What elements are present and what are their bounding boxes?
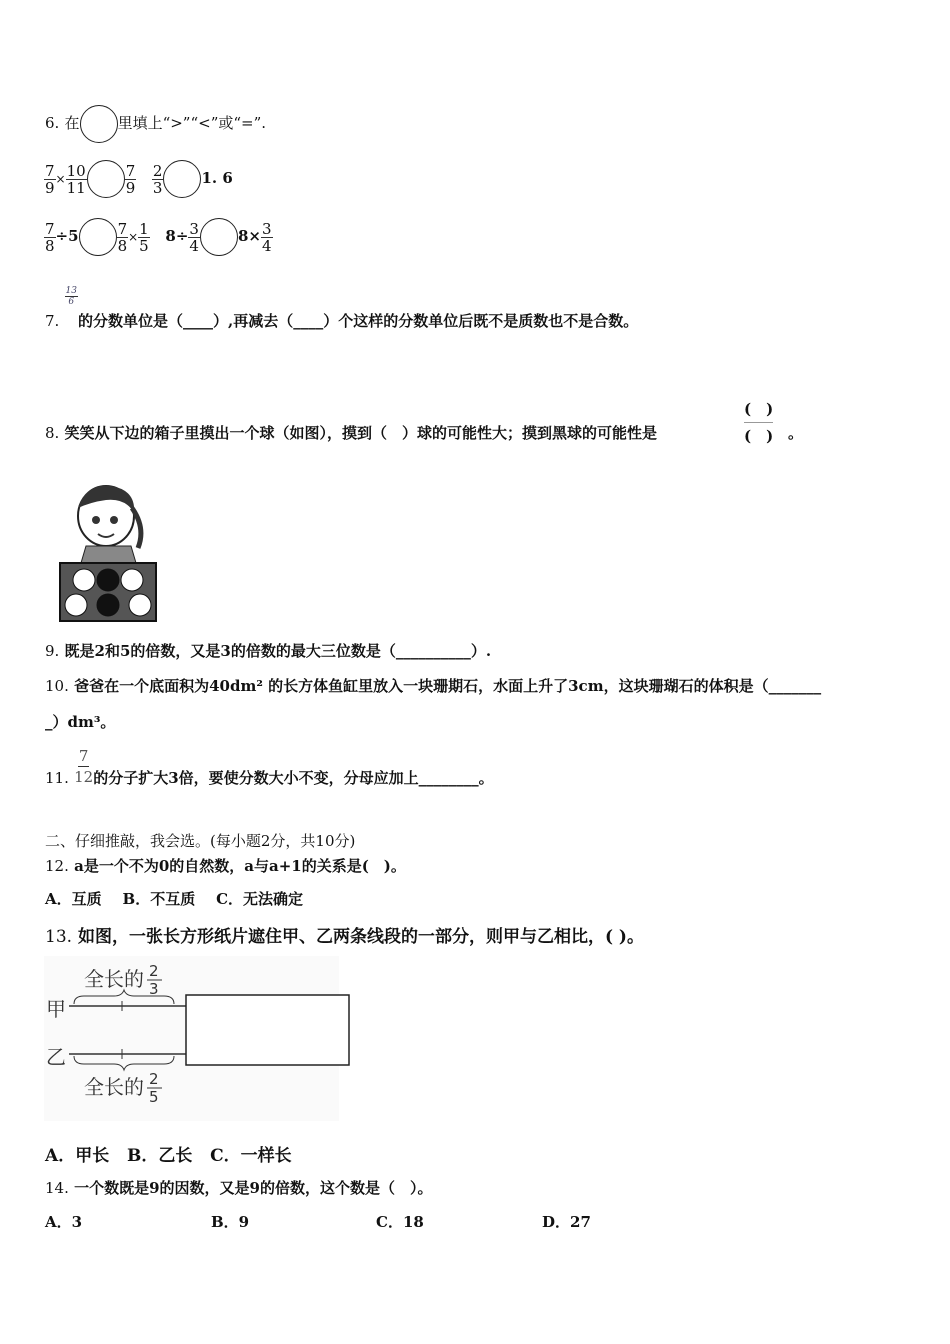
q-text: 既是2和5的倍数，又是3的倍数的最大三位数是（__________）. (64, 642, 492, 660)
black-ball-icon (97, 594, 119, 616)
black-ball-icon (97, 569, 119, 591)
question-10 (45, 675, 821, 696)
question-8 (45, 422, 657, 443)
q-text-continued: _）dm³。 (45, 713, 116, 731)
q-text: 的分数单位是（____）,再减去（____）个这样的分数单位后既不是质数也不是合数。 (78, 312, 639, 330)
option-a[interactable]: A．甲长 (45, 1146, 110, 1166)
q-number: 13. (45, 927, 73, 947)
question-13 (45, 922, 644, 947)
q-text: 爸爸在一个底面积为40dm² 的长方体鱼缸里放入一块珊期石，水面上升了3cm，这块珊瑚石的体积是（_______ (74, 677, 822, 695)
option-b[interactable]: B．9 (211, 1213, 250, 1231)
q-number: 9. (45, 642, 60, 660)
fraction: $\frac{13}{6}$ (65, 286, 77, 307)
operator: 8× (237, 227, 261, 245)
option-c[interactable]: C．18 (376, 1213, 424, 1231)
section-heading: 二、仔细推敲，我会选。(每小题2分，共10分) (45, 832, 356, 850)
label-yi: 乙 (46, 1045, 66, 1069)
q-number: 10. (45, 677, 69, 695)
q-number: 7. (45, 312, 60, 330)
fraction: $\frac{3}{4}$ (261, 219, 272, 255)
white-ball-icon (121, 569, 143, 591)
operator: 8÷ (165, 227, 189, 245)
girl-with-ball-box-picture (56, 478, 166, 626)
question-13-options (45, 1141, 292, 1166)
svg-text:3: 3 (149, 980, 159, 998)
label-jia: 甲 (46, 997, 66, 1021)
q-text: 在 (64, 114, 80, 132)
fraction: $\frac{2}{3}$ (152, 161, 163, 197)
question-11 (45, 746, 494, 787)
q-number: 14. (45, 1179, 69, 1197)
fraction: $\frac{3}{4}$ (189, 219, 199, 255)
answer-circle[interactable] (87, 160, 125, 198)
option-c[interactable]: C．一样长 (210, 1146, 292, 1166)
question-6-row-1 (44, 160, 233, 198)
svg-text:5: 5 (149, 1088, 159, 1106)
option-a[interactable]: A．3 (45, 1213, 83, 1231)
option-a[interactable]: A．互质 (45, 890, 102, 908)
answer-circle[interactable] (200, 218, 238, 256)
q-number: 8. (45, 424, 60, 442)
question-12-options (45, 888, 303, 909)
option-c[interactable]: C．无法确定 (216, 890, 304, 908)
answer-circle[interactable] (80, 105, 118, 143)
fraction: $\frac{7}{12}$ (74, 747, 94, 786)
option-b[interactable]: B．不互质 (122, 890, 196, 908)
fraction: $\frac{10}{11}$ (66, 161, 86, 197)
answer-circle[interactable] (79, 218, 117, 256)
white-ball-icon (65, 594, 87, 616)
fraction: $\frac{7}{9}$ (125, 161, 136, 197)
fraction: $\frac{7}{8}$ (45, 219, 55, 255)
fraction: $\frac{7}{9}$ (45, 161, 55, 197)
line-segment-figure (44, 956, 354, 1121)
punct: 。 (788, 424, 804, 442)
q-number: 11. (45, 768, 69, 787)
caption-bottom: 全长的 (84, 1075, 144, 1099)
operator: ÷5 (55, 227, 79, 245)
q-number: 6. (45, 114, 60, 132)
q-text: 的分子扩大3倍，要使分数大小不变，分母应加上________。 (93, 768, 494, 787)
q-text: a是一个不为0的自然数，a与a+1的关系是( )。 (74, 857, 406, 875)
value: 1. 6 (201, 169, 233, 187)
probability-fraction[interactable]: ( ) ( ) (744, 396, 773, 449)
caption-top: 全长的 (84, 967, 144, 991)
q-text: 一个数既是9的因数，又是9的倍数，这个数是（ ）。 (74, 1179, 433, 1197)
fraction: $\frac{7}{8}$ (117, 219, 128, 255)
q-text: 如图，一张长方形纸片遮住甲、乙两条线段的一部分，则甲与乙相比，( )。 (77, 927, 644, 947)
paper-rectangle (186, 995, 349, 1065)
question-14 (45, 1177, 432, 1198)
white-ball-icon (129, 594, 151, 616)
question-12 (45, 855, 406, 876)
svg-text:2: 2 (149, 1070, 159, 1088)
q-number: 12. (45, 857, 69, 875)
question-6-row-2 (44, 218, 273, 256)
q-text: 里填上“>”“<”或“=”. (117, 114, 267, 132)
option-d[interactable]: D．27 (542, 1213, 591, 1231)
question-6 (45, 105, 266, 143)
option-b[interactable]: B．乙长 (126, 1146, 193, 1166)
svg-text:2: 2 (149, 962, 159, 980)
operator: × (55, 172, 66, 186)
operator: × (128, 230, 139, 244)
answer-circle[interactable] (163, 160, 201, 198)
q-text: 笑笑从下边的箱子里摸出一个球（如图），摸到（ ）球的可能性大；摸到黑球的可能性是 (64, 424, 658, 442)
fraction: $\frac{1}{5}$ (139, 219, 149, 255)
white-ball-icon (73, 569, 95, 591)
question-9 (45, 640, 491, 661)
question-7 (45, 286, 639, 330)
